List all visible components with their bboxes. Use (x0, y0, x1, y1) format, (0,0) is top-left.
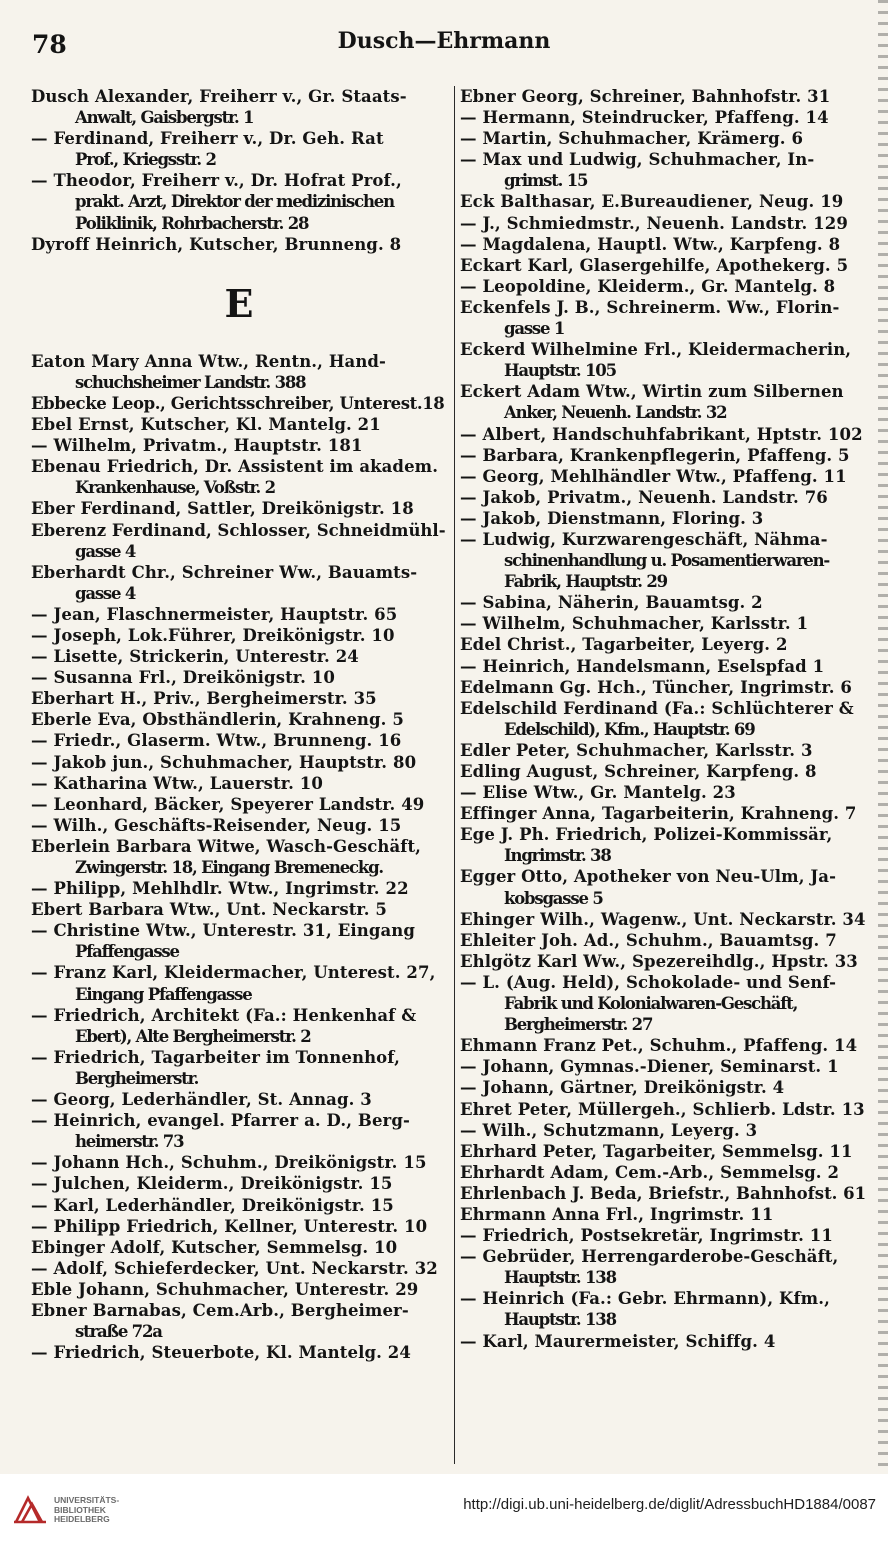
entry-line: — Friedrich, Postsekretär, Ingrimstr. 11 (460, 1226, 833, 1246)
directory-entry (461, 1141, 867, 1162)
directory-entry (32, 1047, 446, 1089)
entry-line: — Georg, Mehlhändler Wtw., Pfaffeng. 11 (460, 466, 847, 486)
directory-entry (461, 824, 867, 866)
directory-entry (32, 709, 446, 730)
directory-entry (461, 613, 867, 634)
entry-line: — Johann, Gärtner, Dreikönigstr. 4 (460, 1078, 785, 1098)
directory-entry (32, 667, 446, 688)
entry-line: — L. (Aug. Held), Schokolade- und Senf- (460, 972, 837, 992)
directory-entry (461, 782, 867, 803)
entry-continuation: heimerstr. 73 (75, 1132, 184, 1152)
entry-line: — Karl, Maurermeister, Schiffg. 4 (460, 1331, 776, 1351)
entry-line: — Johann Hch., Schuhm., Dreikönigstr. 15 (31, 1153, 427, 1173)
directory-entry (32, 878, 446, 899)
column-divider (454, 86, 455, 1464)
entry-continuation: Anker, Neuenh. Landstr. 32 (504, 403, 727, 423)
directory-entry (32, 752, 446, 773)
entry-line: Dyroff Heinrich, Kutscher, Brunneng. 8 (31, 234, 402, 254)
directory-entry (32, 794, 446, 815)
directory-entry (461, 951, 867, 972)
directory-entry (461, 424, 867, 445)
entry-continuation: Eingang Pfaffengasse (75, 984, 252, 1004)
entry-line: Eber Ferdinand, Sattler, Dreikönigstr. 18 (31, 499, 414, 519)
left-column (32, 86, 446, 1363)
directory-entry (461, 909, 867, 930)
directory-entry (461, 149, 867, 191)
directory-entry (461, 1331, 867, 1352)
directory-entry (461, 634, 867, 655)
entry-continuation: Fabrik und Kolonialwaren-Geschäft, (504, 994, 798, 1014)
directory-entry (32, 456, 446, 498)
entry-line: — Heinrich, evangel. Pfarrer a. D., Berg- (31, 1111, 410, 1131)
entry-line: Eberhardt Chr., Schreiner Ww., Bauamts- (31, 562, 418, 582)
directory-entry (461, 1225, 867, 1246)
entry-line: Ehrhard Peter, Tagarbeiter, Semmelsg. 11 (460, 1141, 853, 1161)
entry-line: — Jean, Flaschnermeister, Hauptstr. 65 (31, 604, 398, 624)
directory-entry (32, 351, 446, 393)
entry-line: Eck Balthasar, E.Bureaudiener, Neug. 19 (460, 192, 844, 212)
entry-continuation: Prof., Kriegsstr. 2 (75, 150, 216, 170)
entry-line: Eberle Eva, Obsthändlerin, Krahneng. 5 (31, 710, 404, 730)
directory-entry (461, 1056, 867, 1077)
directory-entry (32, 773, 446, 794)
entry-line: Ebinger Adolf, Kutscher, Semmelsg. 10 (31, 1237, 398, 1257)
directory-entry (32, 1110, 446, 1152)
entry-line: Ehmann Franz Pet., Schuhm., Pfaffeng. 14 (460, 1036, 858, 1056)
directory-entry (461, 445, 867, 466)
directory-entry (461, 866, 867, 908)
entry-continuation: gasse 4 (75, 541, 136, 561)
entry-line: Edel Christ., Tagarbeiter, Leyerg. 2 (460, 635, 788, 655)
entry-line: — Wilh., Geschäfts-Reisender, Neug. 15 (31, 815, 402, 835)
entry-continuation: Pfaffengasse (75, 942, 179, 962)
directory-entry (32, 1237, 446, 1258)
entry-continuation: straße 72a (75, 1322, 162, 1342)
entry-line: Eckert Adam Wtw., Wirtin zum Silbernen (460, 382, 844, 402)
directory-entry (461, 128, 867, 149)
entry-line: — Jakob, Privatm., Neuenh. Landstr. 76 (460, 487, 828, 507)
directory-entry (461, 656, 867, 677)
entry-line: — Philipp, Mehlhdlr. Wtw., Ingrimstr. 22 (31, 879, 409, 899)
directory-entry (461, 191, 867, 212)
entry-line: — Friedr., Glaserm. Wtw., Brunneng. 16 (31, 731, 402, 751)
entry-line: Ebner Barnabas, Cem.Arb., Bergheimer- (31, 1300, 409, 1320)
entry-continuation: schuchsheimer Landstr. 388 (75, 372, 306, 392)
entry-continuation: Edelschild), Kfm., Hauptstr. 69 (504, 719, 755, 739)
entry-line: Edling August, Schreiner, Karpfeng. 8 (460, 762, 817, 781)
entry-line: — Susanna Frl., Dreikönigstr. 10 (31, 668, 335, 688)
entry-line: Ehrlenbach J. Beda, Briefstr., Bahnhofst. 61 (460, 1183, 867, 1203)
entry-line: — Katharina Wtw., Lauerstr. 10 (31, 773, 323, 793)
entry-line: — Jakob jun., Schuhmacher, Hauptstr. 80 (31, 752, 417, 772)
directory-entry (461, 339, 867, 381)
entry-line: — Heinrich, Handelsmann, Eselspfad 1 (460, 656, 825, 676)
directory-entry (461, 297, 867, 339)
directory-entry (32, 1152, 446, 1173)
entry-line: — Franz Karl, Kleidermacher, Unterest. 27, (31, 963, 436, 983)
directory-entry (461, 592, 867, 613)
directory-entry (461, 234, 867, 255)
library-line: UNIVERSITÄTS- (54, 1495, 120, 1505)
library-name (54, 1496, 119, 1525)
viewer-footer (0, 1474, 888, 1544)
entry-line: — Ludwig, Kurzwarengeschäft, Nähma- (460, 529, 828, 549)
entry-line: — Hermann, Steindrucker, Pfaffeng. 14 (460, 108, 829, 128)
entry-line: Eckerd Wilhelmine Frl., Kleidermacherin, (460, 340, 852, 360)
directory-entry (461, 107, 867, 128)
entry-line: Eberenz Ferdinand, Schlosser, Schneidmühl- (31, 520, 446, 540)
running-head: Dusch—Ehrmann (337, 28, 551, 54)
entry-line: — Elise Wtw., Gr. Mantelg. 23 (460, 783, 736, 803)
directory-entry (32, 1300, 446, 1342)
entry-line: — Gebrüder, Herrengarderobe-Geschäft, (460, 1247, 839, 1267)
entry-line: — Theodor, Freiherr v., Dr. Hofrat Prof., (31, 171, 402, 191)
entry-line: Ebenau Friedrich, Dr. Assistent im akadem. (31, 457, 439, 477)
directory-entry (32, 899, 446, 920)
directory-entry (461, 1246, 867, 1288)
directory-entry (461, 930, 867, 951)
page-edge (878, 0, 888, 1474)
entry-continuation: kobsgasse 5 (504, 888, 603, 908)
entry-line: Ebert Barbara Wtw., Unt. Neckarstr. 5 (31, 900, 387, 920)
entry-line: — Leopoldine, Kleiderm., Gr. Mantelg. 8 (460, 276, 836, 296)
directory-entry (32, 646, 446, 667)
library-logo-icon (12, 1492, 48, 1528)
directory-entry (32, 1195, 446, 1216)
library-line: BIBLIOTHEK (54, 1504, 106, 1515)
directory-entry (461, 86, 867, 107)
entry-line: Ehlgötz Karl Ww., Spezereihdlg., Hpstr. 33 (460, 951, 858, 971)
left-entries-after (32, 351, 446, 1364)
entry-line: — Max und Ludwig, Schuhmacher, In- (460, 150, 815, 170)
entry-line: — Magdalena, Hauptl. Wtw., Karpfeng. 8 (460, 234, 841, 254)
entry-line: — Ferdinand, Freiherr v., Dr. Geh. Rat (31, 129, 384, 149)
entry-line: Eaton Mary Anna Wtw., Rentn., Hand- (31, 351, 386, 371)
left-entries-before (32, 86, 446, 255)
entry-line: Edler Peter, Schuhmacher, Karlsstr. 3 (460, 740, 813, 760)
entry-continuation: Bergheimerstr. 27 (504, 1015, 653, 1035)
entry-continuation: Krankenhause, Voßstr. 2 (75, 478, 275, 498)
entry-line: Ehrhardt Adam, Cem.-Arb., Semmelsg. 2 (460, 1162, 840, 1182)
directory-entry (461, 213, 867, 234)
directory-entry (461, 508, 867, 529)
entry-line: — Friedrich, Architekt (Fa.: Henkenhaf & (31, 1005, 417, 1025)
directory-entry (32, 86, 446, 128)
entry-continuation: gasse 1 (504, 319, 565, 339)
entry-line: Ehret Peter, Müllergeh., Schlierb. Ldstr. 13 (460, 1099, 865, 1119)
entry-line: Ehinger Wilh., Wagenw., Unt. Neckarstr. 34 (460, 909, 866, 929)
entry-line: Ehrmann Anna Frl., Ingrimstr. 11 (460, 1204, 774, 1224)
directory-entry (461, 1120, 867, 1141)
directory-entry (461, 381, 867, 423)
entry-line: — Johann, Gymnas.-Diener, Seminarst. 1 (460, 1057, 839, 1077)
entry-line: Eberhart H., Priv., Bergheimerstr. 35 (31, 689, 377, 709)
entry-continuation: schinenhandlung u. Posamentierwaren- (504, 551, 830, 571)
entry-line: — Wilhelm, Privatm., Hauptstr. 181 (31, 436, 363, 456)
entry-line: — Adolf, Schieferdecker, Unt. Neckarstr. 32 (31, 1258, 438, 1278)
entry-continuation: Zwingerstr. 18, Eingang Bremeneckg. (75, 858, 383, 877)
directory-entry (32, 815, 446, 836)
directory-entry (32, 688, 446, 709)
directory-entry (461, 740, 867, 761)
entry-line: — Jakob, Dienstmann, Floring. 3 (460, 508, 764, 528)
entry-line: Edelschild Ferdinand (Fa.: Schlüchterer & (460, 698, 854, 718)
entry-line: — Christine Wtw., Unterestr. 31, Eingang (31, 921, 416, 941)
directory-entry (461, 761, 867, 782)
directory-entry (32, 1279, 446, 1300)
directory-entry (461, 1035, 867, 1056)
entry-continuation: Fabrik, Hauptstr. 29 (504, 572, 667, 592)
entry-line: — Wilhelm, Schuhmacher, Karlsstr. 1 (460, 614, 809, 634)
entry-line: Ebbecke Leop., Gerichtsschreiber, Unterest.18 (31, 393, 445, 413)
entry-line: Ebner Georg, Schreiner, Bahnhofstr. 31 (460, 87, 831, 106)
entry-line: — Julchen, Kleiderm., Dreikönigstr. 15 (31, 1174, 393, 1194)
entry-line: — Barbara, Krankenpflegerin, Pfaffeng. 5 (460, 445, 850, 465)
directory-entry (461, 677, 867, 698)
directory-entry (461, 487, 867, 508)
entry-line: Ebel Ernst, Kutscher, Kl. Mantelg. 21 (31, 415, 381, 435)
directory-entry (32, 604, 446, 625)
directory-entry (32, 562, 446, 604)
directory-entry (461, 255, 867, 276)
entry-line: Effinger Anna, Tagarbeiterin, Krahneng. 7 (460, 804, 857, 824)
entry-continuation: Bergheimerstr. (75, 1068, 199, 1088)
entry-line: Ege J. Ph. Friedrich, Polizei-Kommissär, (460, 825, 833, 845)
entry-continuation: Anwalt, Gaisbergstr. 1 (75, 108, 254, 128)
directory-entry (32, 393, 446, 414)
entry-line: Dusch Alexander, Freiherr v., Gr. Staats- (31, 87, 407, 106)
directory-entry (461, 1162, 867, 1183)
entry-continuation: Hauptstr. 105 (504, 361, 616, 381)
entry-line: — Albert, Handschuhfabrikant, Hptstr. 102 (460, 424, 863, 444)
library-line: HEIDELBERG (54, 1514, 110, 1524)
directory-entry (461, 698, 867, 740)
directory-entry (32, 1089, 446, 1110)
directory-entry (461, 1077, 867, 1098)
entry-line: — Philipp Friedrich, Kellner, Unterestr. 10 (31, 1216, 428, 1236)
entry-line: — Martin, Schuhmacher, Krämerg. 6 (460, 129, 804, 149)
directory-entry (32, 1342, 446, 1363)
entry-line: Eberlein Barbara Witwe, Wasch-Geschäft, (31, 836, 422, 856)
entry-continuation: Ingrimstr. 38 (504, 846, 611, 866)
directory-entry (461, 1288, 867, 1330)
directory-entry (461, 972, 867, 1035)
entry-continuation: Hauptstr. 138 (504, 1268, 616, 1288)
directory-entry (32, 730, 446, 751)
entry-line: Egger Otto, Apotheker von Neu-Ulm, Ja- (460, 867, 837, 887)
directory-entry (32, 962, 446, 1004)
entry-line: Eble Johann, Schuhmacher, Unterestr. 29 (31, 1279, 419, 1299)
directory-entry (32, 920, 446, 962)
directory-entry (32, 498, 446, 519)
entry-line: — Wilh., Schutzmann, Leyerg. 3 (460, 1120, 758, 1140)
directory-entry (32, 1258, 446, 1279)
entry-line: — Heinrich (Fa.: Gebr. Ehrmann), Kfm., (460, 1289, 830, 1309)
directory-entry (461, 529, 867, 592)
directory-entry (32, 435, 446, 456)
directory-entry (32, 1005, 446, 1047)
entry-line: — Georg, Lederhändler, St. Annag. 3 (31, 1090, 372, 1110)
entry-line: — Joseph, Lok.Führer, Dreikönigstr. 10 (31, 625, 395, 645)
directory-entry (32, 1173, 446, 1194)
entry-line: — J., Schmiedmstr., Neuenh. Landstr. 129 (460, 213, 848, 233)
directory-entry (461, 466, 867, 487)
directory-entry (461, 276, 867, 297)
right-column (461, 86, 867, 1352)
directory-entry (461, 1204, 867, 1225)
directory-entry (32, 520, 446, 562)
directory-entry (32, 625, 446, 646)
entry-line: Eckenfels J. B., Schreinerm. Ww., Florin- (460, 297, 840, 317)
entry-line: — Friedrich, Steuerbote, Kl. Mantelg. 24 (31, 1343, 411, 1363)
entry-line: — Karl, Lederhändler, Dreikönigstr. 15 (31, 1195, 394, 1215)
directory-entry (461, 1099, 867, 1120)
directory-entry (32, 1216, 446, 1237)
entry-continuation: grimst. 15 (504, 171, 588, 191)
entry-line: — Leonhard, Bäcker, Speyerer Landstr. 49 (31, 794, 425, 814)
entry-continuation: Ebert), Alte Bergheimerstr. 2 (75, 1026, 311, 1046)
directory-entry (32, 836, 446, 878)
directory-entry (32, 234, 446, 255)
entry-line: — Lisette, Strickerin, Unterestr. 24 (31, 647, 359, 667)
entry-line: — Sabina, Näherin, Bauamtsg. 2 (460, 593, 763, 613)
section-letter: E (224, 280, 254, 326)
entry-line: Eckart Karl, Glasergehilfe, Apothekerg. 5 (460, 255, 849, 275)
entry-continuation: prakt. Arzt, Direktor der medizinischen (75, 192, 394, 212)
entry-continuation: Hauptstr. 138 (504, 1310, 616, 1330)
directory-entry (32, 128, 446, 170)
entry-line: Ehleiter Joh. Ad., Schuhm., Bauamtsg. 7 (460, 930, 837, 950)
right-entries (461, 86, 867, 1352)
directory-entry (461, 803, 867, 824)
page-number: 78 (32, 30, 67, 59)
directory-entry (32, 170, 446, 233)
entry-line: Edelmann Gg. Hch., Tüncher, Ingrimstr. 6 (460, 677, 852, 697)
directory-entry (32, 414, 446, 435)
entry-line: — Friedrich, Tagarbeiter im Tonnenhof, (31, 1047, 400, 1067)
entry-continuation: gasse 4 (75, 583, 136, 603)
entry-continuation: Poliklinik, Rohrbacherstr. 28 (75, 213, 309, 233)
directory-entry (461, 1183, 867, 1204)
source-url[interactable]: http://digi.ub.uni-heidelberg.de/diglit/AdressbuchHD1884/0087 (463, 1496, 876, 1513)
